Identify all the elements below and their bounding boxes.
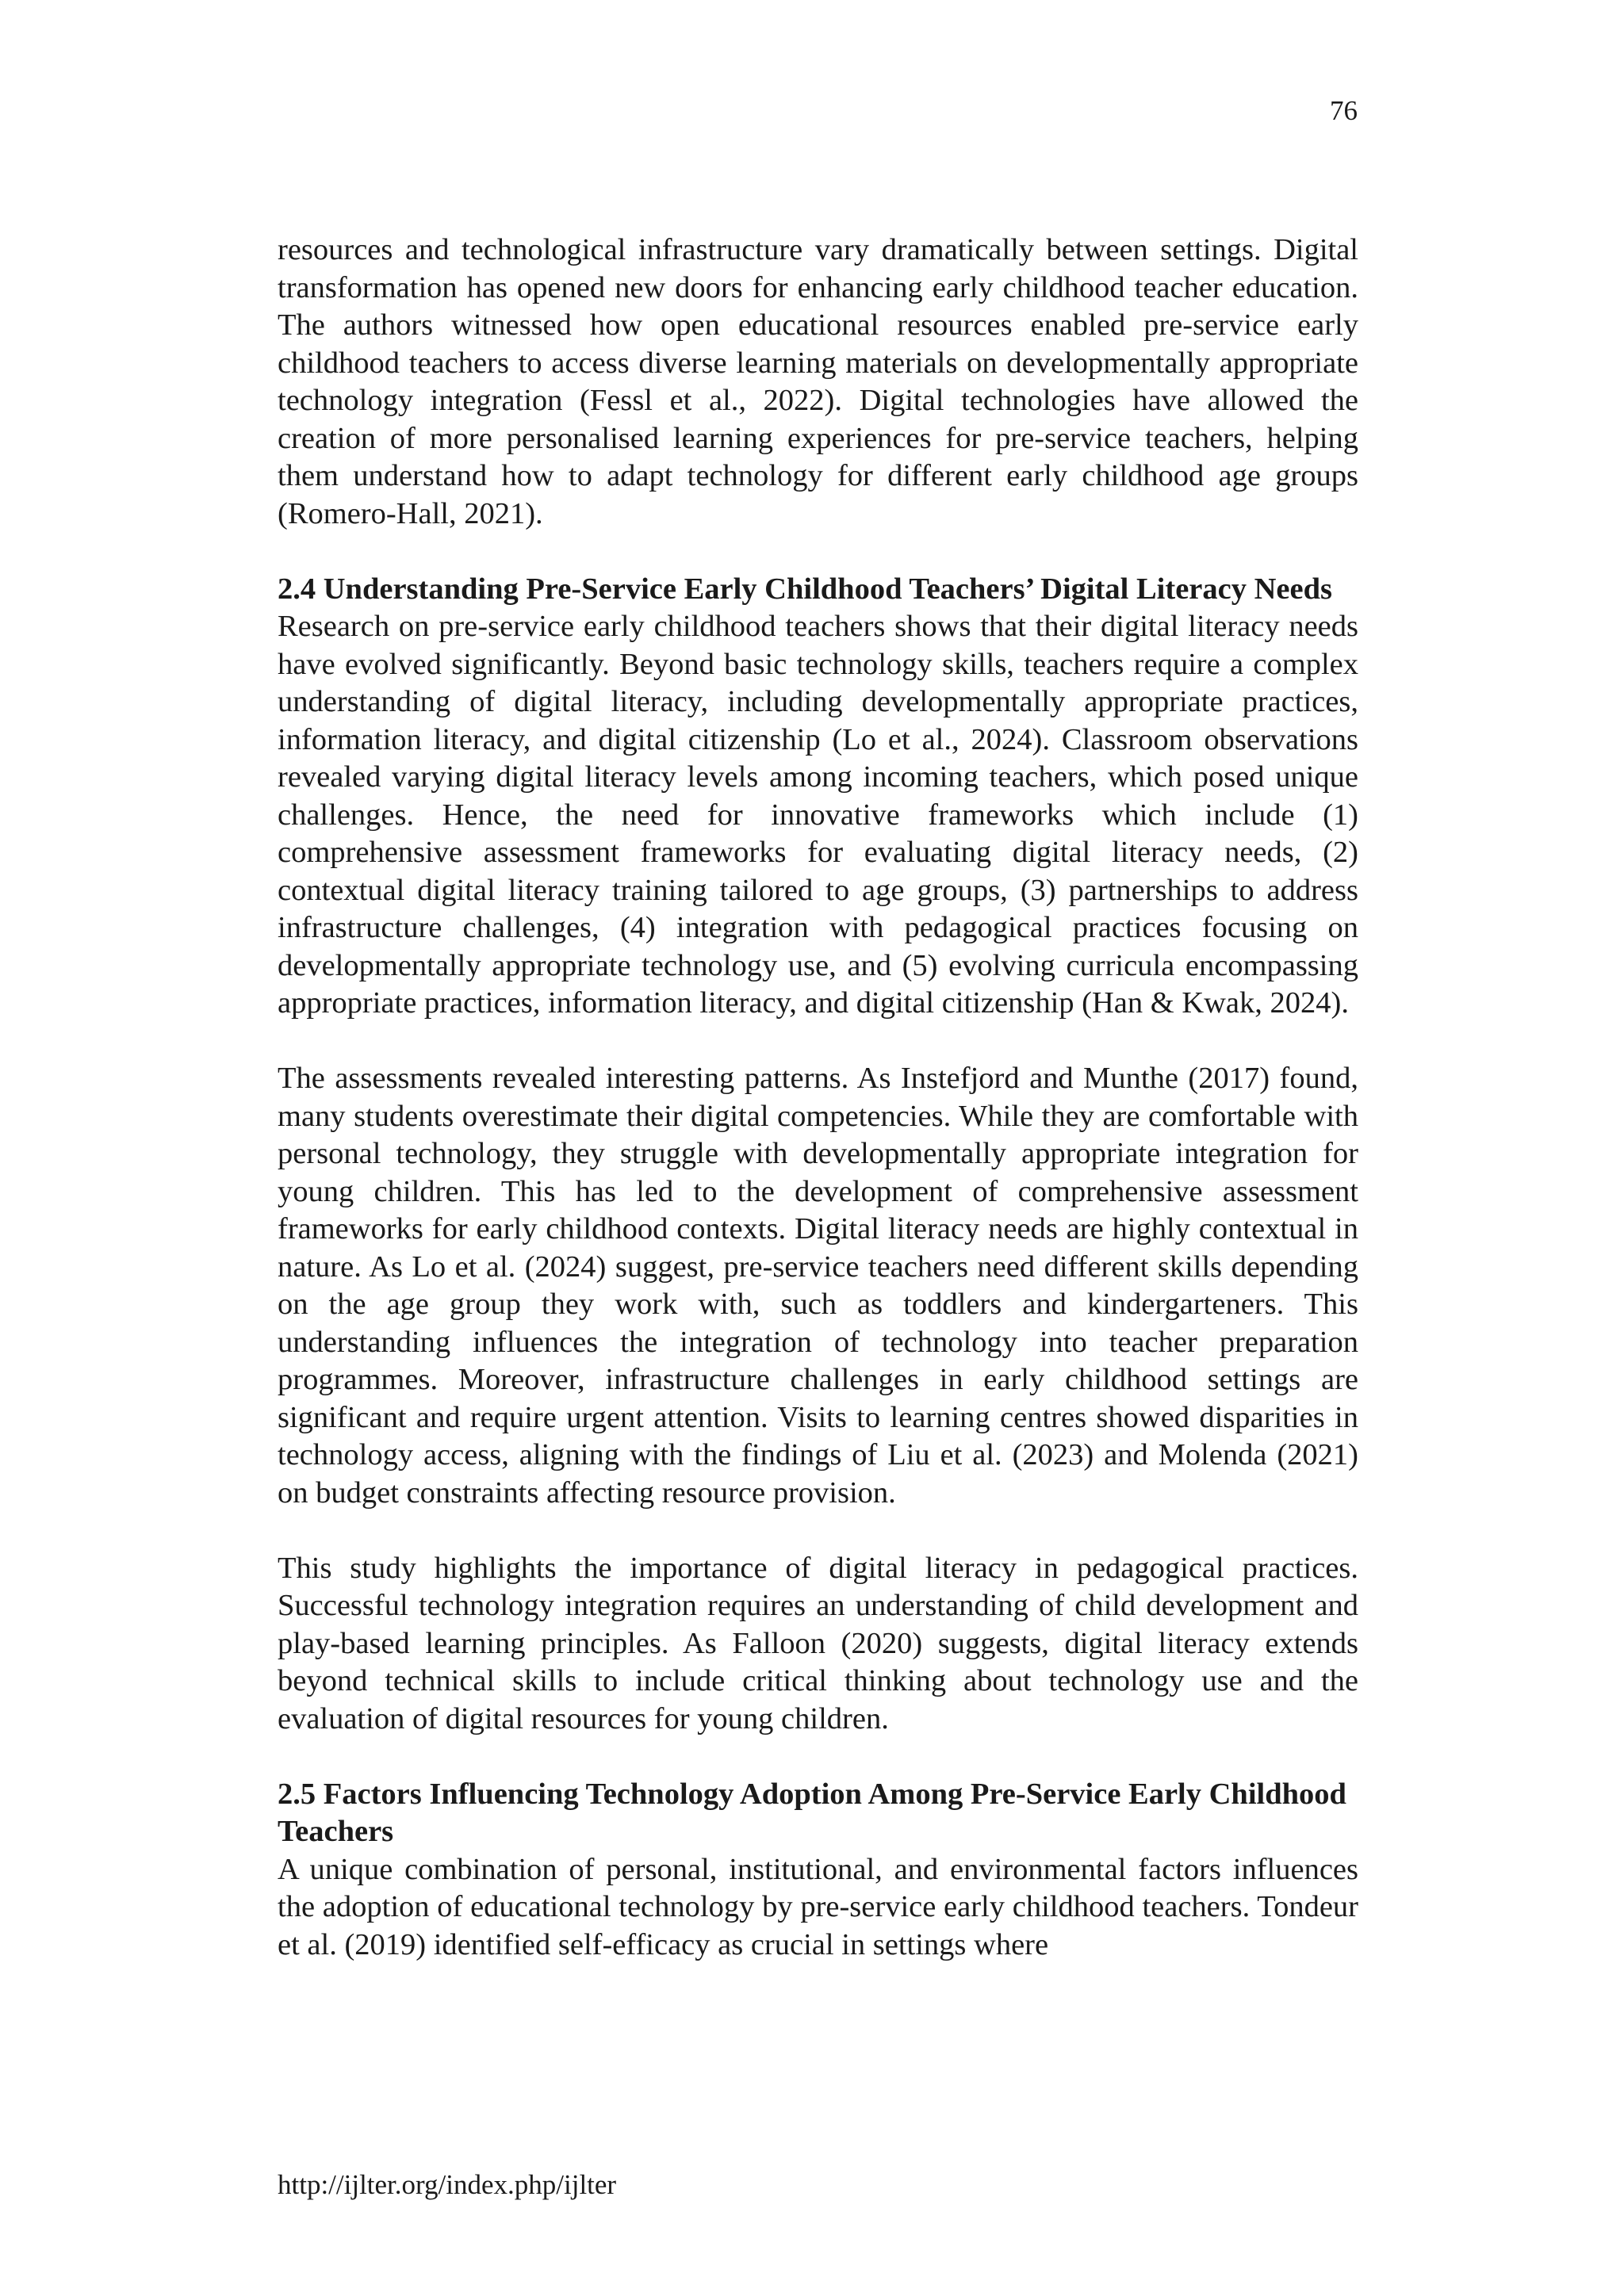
paragraph-2-5-1: A unique combination of personal, institutional, and environmental factors influences the adoption of educational technology by pre-service early childhood teachers. Tondeur et al. (2019) identified self-efficacy as crucial in settings where (278, 1852, 1358, 1961)
paragraph-gap (278, 1738, 1358, 1776)
section-heading-2-5: 2.5 Factors Influencing Technology Adoption Among Pre-Service Early Childhood Teachers (278, 1777, 1346, 1848)
paragraph-2-4-2: The assessments revealed interesting patterns. As Instefjord and Munthe (2017) found, many students overestimate their digital competencies. While they are comfortable with personal technology, they struggle with developmentally appropriate integration for young children. This has led to the development of comprehensive assessment frameworks for early childhood contexts. Digital literacy needs are highly contextual in nature. As Lo et al. (2024) suggest, pre-service teachers need different skills depending on the age group they work with, such as toddlers and kindergarteners. This understanding influences the integration of technology into teacher preparation programmes. Moreover, infrastructure challenges in early childhood settings are significant and require urgent attention. Visits to learning centres showed disparities in technology access, aligning with the findings of Liu et al. (2023) and Molenda (2021) on budget constraints affecting resource provision. (278, 1062, 1358, 1510)
paragraph-gap (278, 1023, 1358, 1061)
footer-url: http://ijlter.org/index.php/ijlter (278, 2169, 617, 2200)
paragraph-2-4-3: This study highlights the importance of digital literacy in pedagogical practices. Successful technology integration requires an understanding of child development and play-based learning principles. As Falloon (2020) suggests, digital literacy extends beyond technical skills to include critical thinking about technology use and the evaluation of digital resources for young children. (278, 1551, 1358, 1735)
page-number: 76 (1330, 95, 1358, 126)
paragraph-gap (278, 1512, 1358, 1550)
paragraph-intro: resources and technological infrastructure vary dramatically between settings. Digital transformation has opened new doors for enhancing early childhood teacher education. The authors witnessed how open educational resources enabled pre-service early childhood teachers to access diverse learning materials on developmentally appropriate technology integration (Fessl et al., 2022). Digital technologies have allowed the creation of more personalised learning experiences for pre-service teachers, helping them understand how to adapt technology for different early childhood age groups (Romero-Hall, 2021). (278, 233, 1358, 530)
paragraph-2-4-1: Research on pre-service early childhood teachers shows that their digital literacy needs have evolved significantly. Beyond basic technology skills, teachers require a complex understanding of digital literacy, including developmentally appropriate practices, information literacy, and digital citizenship (Lo et al., 2024). Classroom observations revealed varying digital literacy levels among incoming teachers, which posed unique challenges. Hence, the need for innovative frameworks which include (1) comprehensive assessment frameworks for evaluating digital literacy needs, (2) contextual digital literacy training tailored to age groups, (3) partnerships to address infrastructure challenges, (4) integration with pedagogical practices focusing on developmentally appropriate technology use, and (5) evolving curricula encompassing appropriate practices, information literacy, and digital citizenship (Han & Kwak, 2024). (278, 610, 1358, 1020)
paragraph-gap (278, 533, 1358, 571)
section-heading-2-4: 2.4 Understanding Pre-Service Early Childhood Teachers’ Digital Literacy Needs (278, 572, 1332, 606)
main-content (278, 232, 1358, 1964)
